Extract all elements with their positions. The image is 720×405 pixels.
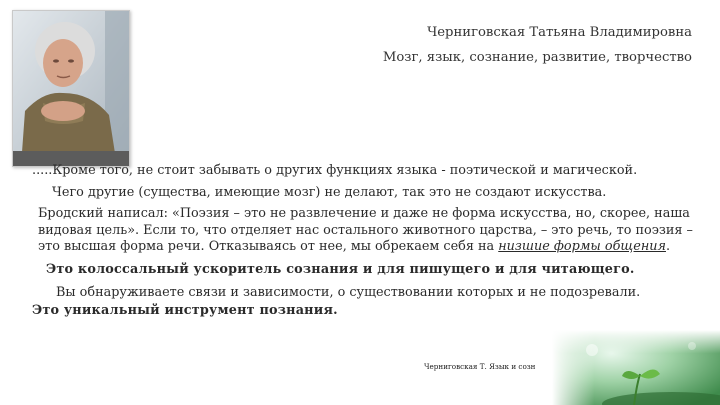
lower-forms-phrase: низшие формы общения bbox=[498, 239, 666, 255]
header bbox=[383, 20, 692, 70]
brodsky-end: . bbox=[665, 239, 671, 255]
paragraph-functions: .....Кроме того, не стоит забывать о других функциях языка - поэтической и магической. bbox=[32, 163, 638, 178]
paragraph-brodsky bbox=[32, 206, 696, 256]
source-caption: Черниговская Т. Язык и созн bbox=[424, 362, 536, 371]
paragraph-art: Чего другие (существа, имеющие мозг) не делают, так это не создают искусства. bbox=[52, 184, 607, 200]
topic-line: Мозг, язык, сознание, развитие, творчество bbox=[382, 50, 692, 65]
body-text bbox=[32, 163, 696, 320]
brodsky-quote: Бродский написал: «Поэзия – это не развлечение и даже не форма искусства, но, скорее, наша видовая цель». Если то, что отделяет нас остального животного царства, – это речь, то поэзия – это высшая форма речи. Отказываясь от нее, мы обрекаем себя на bbox=[38, 206, 693, 255]
paragraph-connections: Вы обнаруживаете связи и зависимости, о существовании которых и не подозревали. bbox=[56, 284, 641, 300]
sprout-image bbox=[552, 330, 720, 405]
paragraph-accelerator: Это колоссальный ускоритель сознания и для пишущего и для читающего. bbox=[46, 261, 635, 277]
author-portrait bbox=[12, 10, 130, 167]
author-name: Черниговская Татьяна Владимировна bbox=[427, 25, 692, 40]
paragraph-instrument: Это уникальный инструмент познания. bbox=[32, 303, 338, 319]
